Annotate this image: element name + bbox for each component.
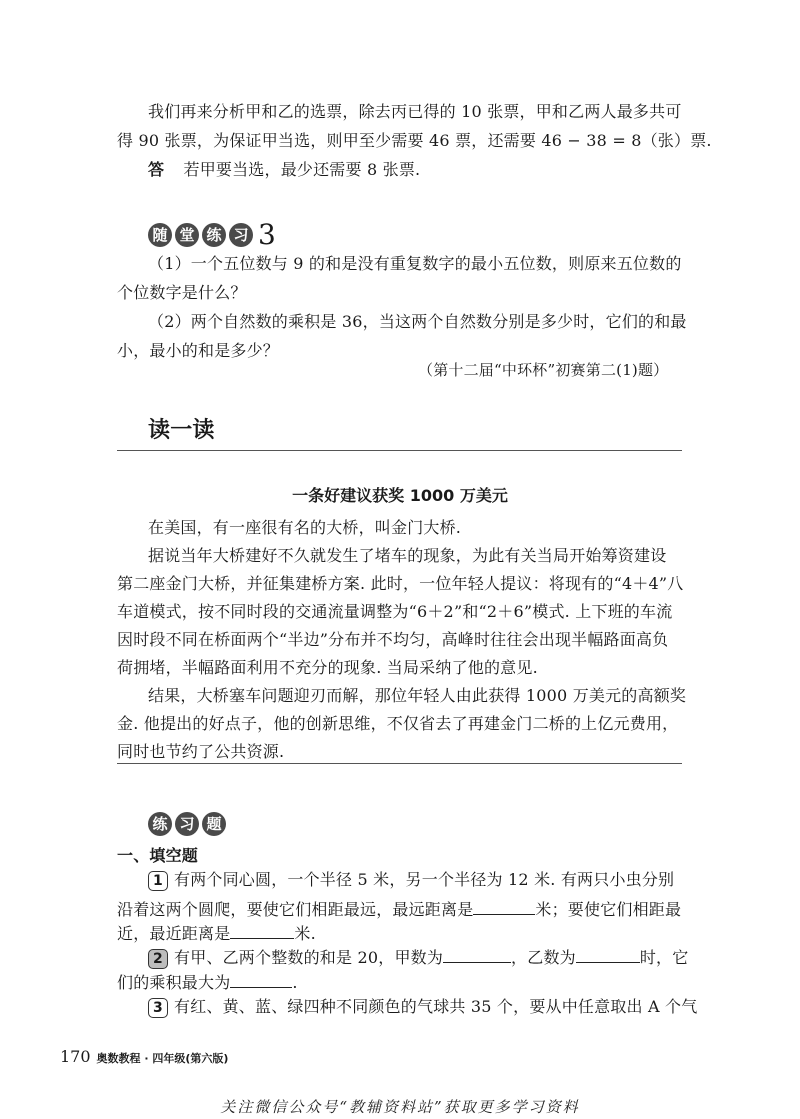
answer-line <box>148 160 420 180</box>
exercise-q1-text: 有两个同心圆，一个半径 5 米，另一个半径为 12 米. 有两只小虫分别 <box>174 870 675 889</box>
reading-p2-line-3: 车道模式，按不同时段的交通流量调整为“6＋2”和“2＋6”模式. 上下班的车流 <box>117 602 673 621</box>
reading-p1: 在美国，有一座很有名的大桥，叫金门大桥. <box>148 518 462 537</box>
badge-char: 堂 <box>175 223 199 247</box>
exercise-q3-text: 有红、黄、蓝、绿四种不同颜色的气球共 35 个，要从中任意取出 A 个气 <box>174 997 698 1016</box>
badge-number: 3 <box>258 218 276 251</box>
answer-blank[interactable] <box>230 971 292 988</box>
page-number: 170 <box>60 1047 91 1066</box>
answer-blank[interactable] <box>576 946 640 963</box>
exercise-q2-text-d: 们的乘积最大为 <box>117 973 231 992</box>
reading-p2-line-1: 据说当年大桥建好不久就发生了堵车的现象，为此有关当局开始筹资建设 <box>148 546 667 565</box>
exercise-q2-line-2 <box>117 971 298 993</box>
practice-q1-line-2: 个位数字是什么？ <box>117 283 247 302</box>
reading-top-rule <box>117 450 682 451</box>
watermark-text: 关注微信公众号“教辅资料站”获取更多学习资料 <box>220 1098 580 1116</box>
practice-q2-line-1: （2）两个自然数的乘积是 36，当这两个自然数分别是多少时，它们的和最 <box>148 312 687 331</box>
analysis-line-1: 我们再来分析甲和乙的选票，除去丙已得的 10 张票，甲和乙两人最多共可 <box>148 102 682 121</box>
reading-p2-line-5: 荷拥堵，半幅路面利用不充分的现象. 当局采纳了他的意见. <box>117 658 538 677</box>
practice-q2-line-2: 小，最小的和是多少？ <box>117 341 280 360</box>
exercise-q2-text-a: 有甲、乙两个整数的和是 20，甲数为 <box>174 948 444 967</box>
exercise-q1-line-1 <box>148 870 674 891</box>
badge-char: 习 <box>229 223 253 247</box>
reading-p2-line-4: 因时段不同在桥面两个“半边”分布并不均匀，高峰时往往会出现半幅路面高负 <box>117 630 669 649</box>
question-number: 2 <box>148 949 168 969</box>
badge-char: 题 <box>202 812 226 836</box>
reading-heading: 读一读 <box>148 417 215 443</box>
reading-p3-line-2: 金. 他提出的好点子，他的创新思维，不仅省去了再建金门二桥的上亿元费用， <box>117 714 679 733</box>
exercise-q2-text-b: ，乙数为 <box>511 948 576 967</box>
practice-source: （第十二届“中环杯”初赛第二(1)题） <box>418 361 669 379</box>
reading-p2-line-2: 第二座金门大桥，并征集建桥方案. 此时，一位年轻人提议：将现有的“4＋4”八 <box>117 574 684 593</box>
badge-char: 练 <box>148 812 172 836</box>
book-title: 奥数教程 · 四年级(第六版) <box>96 1052 229 1065</box>
badge-char: 练 <box>202 223 226 247</box>
exercise-q1-text-a: 沿着这两个圆爬，要使它们相距最远，最远距离是 <box>117 900 474 919</box>
practice-badge <box>148 218 276 251</box>
answer-blank[interactable] <box>443 946 511 963</box>
exercise-q2-line-1 <box>148 946 688 969</box>
reading-p3-line-1: 结果，大桥塞车问题迎刃而解，那位年轻人由此获得 1000 万美元的高额奖 <box>148 686 687 705</box>
answer-text: 若甲要当选，最少还需要 8 张票. <box>183 160 421 179</box>
exercise-q1-line-2 <box>117 898 681 920</box>
exercise-q1-text-d: 米. <box>294 924 316 943</box>
answer-label: 答 <box>148 160 165 179</box>
practice-q1-line-1: （1）一个五位数与 9 的和是没有重复数字的最小五位数，则原来五位数的 <box>148 254 682 273</box>
exercises-badge <box>148 812 229 836</box>
answer-blank[interactable] <box>473 898 535 915</box>
exercise-q2-text-c: 时，它 <box>639 948 689 967</box>
exercise-q1-text-c: 近，最近距离是 <box>117 924 231 943</box>
exercises-section-heading: 一、填空题 <box>117 846 199 865</box>
badge-char: 随 <box>148 223 172 247</box>
exercise-q1-text-b: 米；要使它们相距最 <box>535 900 682 919</box>
badge-char: 习 <box>175 812 199 836</box>
reading-p3-line-3: 同时也节约了公共资源. <box>117 742 285 761</box>
question-number: 1 <box>148 871 168 891</box>
question-number: 3 <box>148 998 168 1018</box>
exercise-q1-line-3 <box>117 922 316 944</box>
exercise-q3-line-1 <box>148 997 697 1018</box>
reading-bottom-rule <box>117 763 682 764</box>
page-footer <box>60 1047 228 1066</box>
analysis-line-2: 得 90 张票，为保证甲当选，则甲至少需要 46 票，还需要 46 − 38 = 8（张）票. <box>117 131 712 150</box>
answer-blank[interactable] <box>230 922 294 939</box>
exercise-q2-text-e: . <box>292 973 298 992</box>
reading-title: 一条好建议获奖 1000 万美元 <box>292 486 508 505</box>
